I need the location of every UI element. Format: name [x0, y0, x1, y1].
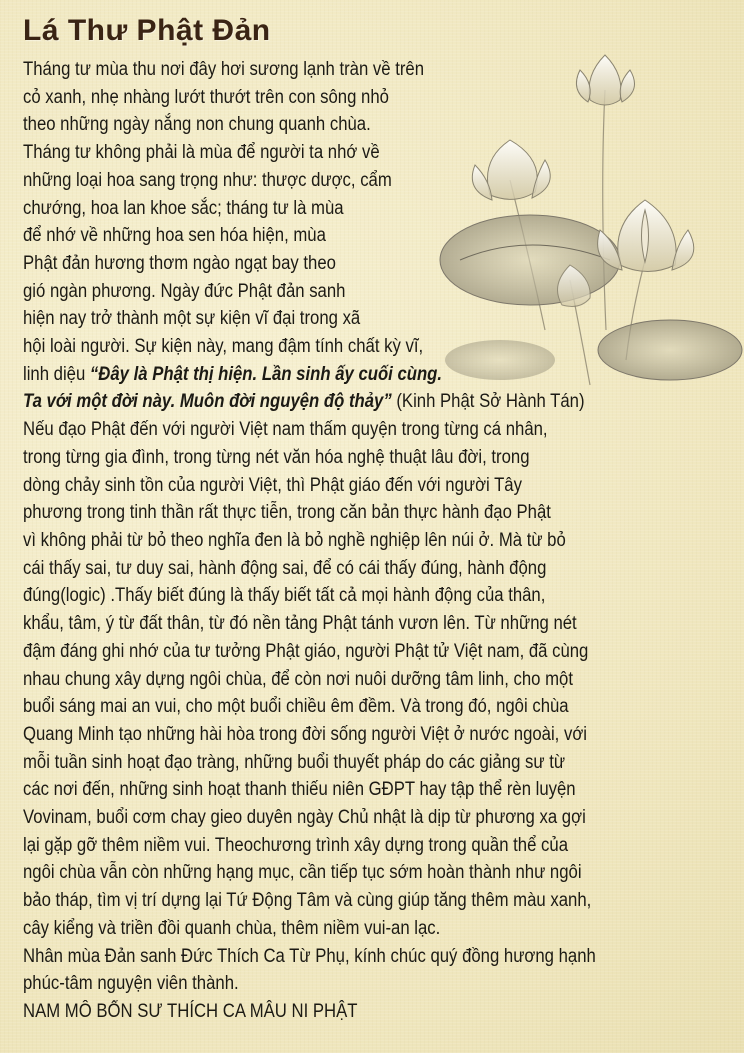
text-line: Nếu đạo Phật đến với người Việt nam thấm quyện trong từng cá nhân, [23, 419, 548, 440]
text-line: theo những ngày nắng non chung quanh chùa. [23, 114, 371, 135]
quote-fragment: “Đây là Phật thị hiện. Lần sinh ấy cuối cùng. [89, 364, 443, 385]
text-line: Tháng tư mùa thu nơi đây hơi sương lạnh tràn về trên [23, 59, 425, 80]
text-line: các nơi đến, những sinh hoạt thanh thiếu niên GĐPT hay tập thể rèn luyện [23, 779, 576, 800]
text-line: dòng chảy sinh tồn của người Việt, thì Phật giáo đến với người Tây [23, 475, 522, 496]
text-line: bảo tháp, tìm vị trí dựng lại Tứ Động Tâm và cùng giúp tăng thêm màu xanh, [23, 890, 592, 911]
text-line: đậm đáng ghi nhớ của tư tưởng Phật giáo, người Phật tử Việt nam, đã cùng [23, 641, 589, 662]
text-line: Tháng tư không phải là mùa để người ta nhớ về [23, 142, 380, 163]
text-line: Vovinam, buổi cơm chay gieo duyên ngày Chủ nhật là dịp từ phương xa gợi [23, 807, 586, 828]
text-line [23, 363, 442, 386]
text-line: ngôi chùa vẫn còn những hạng mục, cần tiếp tục sớm hoàn thành như ngôi [23, 862, 582, 883]
text-line: hội loài người. Sự kiện này, mang đậm tính chất kỳ vĩ, [23, 336, 424, 357]
text-line: những loại hoa sang trọng như: thược dược, cẩm [23, 170, 392, 191]
text-line: chướng, hoa lan khoe sắc; tháng tư là mùa [23, 198, 344, 219]
text-line: phương trong tinh thần rất thực tiễn, trong căn bản thực hành đạo Phật [23, 502, 551, 523]
citation: (Kinh Phật Sở Hành Tán) [391, 391, 585, 412]
text-line: gió ngàn phương. Ngày đức Phật đản sanh [23, 281, 346, 302]
text-line: Nhân mùa Đản sanh Đức Thích Ca Từ Phụ, kính chúc quý đồng hương hạnh [23, 946, 596, 967]
quote-fragment: Ta với một đời này. Muôn đời nguyện độ thảy” [23, 391, 392, 412]
text-line: đúng(logic) .Thấy biết đúng là thấy biết tất cả mọi hành động của thân, [23, 585, 546, 606]
text-line: khẩu, tâm, ý từ đất thân, từ đó nền tảng Phật tánh vươn lên. Từ những nét [23, 613, 577, 634]
closing-line: NAM MÔ BỔN SƯ THÍCH CA MÂU NI PHẬT [23, 1001, 358, 1022]
text-line: buổi sáng mai an vui, cho một buổi chiều êm đềm. Và trong đó, ngôi chùa [23, 696, 569, 717]
text-line: trong từng gia đình, trong từng nét văn hóa nghệ thuật lâu đời, trong [23, 447, 530, 468]
text-line: nhau chung xây dựng ngôi chùa, để còn nơi nuôi dưỡng tâm linh, cho một [23, 669, 573, 690]
text-line: cỏ xanh, nhẹ nhàng lướt thướt trên con sông nhỏ [23, 87, 389, 108]
text-line: để nhớ về những hoa sen hóa hiện, mùa [23, 225, 326, 246]
text-line: hiện nay trở thành một sự kiện vĩ đại trong xã [23, 308, 361, 329]
text-line: lại gặp gỡ thêm niềm vui. Theochương trình xây dựng trong quần thể của [23, 835, 569, 856]
text-fragment: linh diệu [23, 364, 90, 385]
text-line: Phật đản hương thơm ngào ngạt bay theo [23, 253, 336, 274]
text-line [23, 390, 585, 413]
text-line: mỗi tuần sinh hoạt đạo tràng, những buổi thuyết pháp do các giảng sư từ [23, 752, 566, 773]
text-line: phúc-tâm nguyện viên thành. [23, 973, 239, 994]
text-line: Quang Minh tạo những hài hòa trong đời sống người Việt ở nước ngoài, với [23, 724, 588, 745]
page-title: Lá Thư Phật Đản [23, 14, 271, 47]
text-line: vì không phải từ bỏ theo nghĩa đen là bỏ nghề nghiệp lên núi ở. Mà từ bỏ [23, 530, 566, 551]
text-line: cái thấy sai, tư duy sai, hành động sai, để có cái thấy đúng, hành động [23, 558, 547, 579]
text-line: cây kiểng và triền đồi quanh chùa, thêm niềm vui-an lạc. [23, 918, 441, 939]
